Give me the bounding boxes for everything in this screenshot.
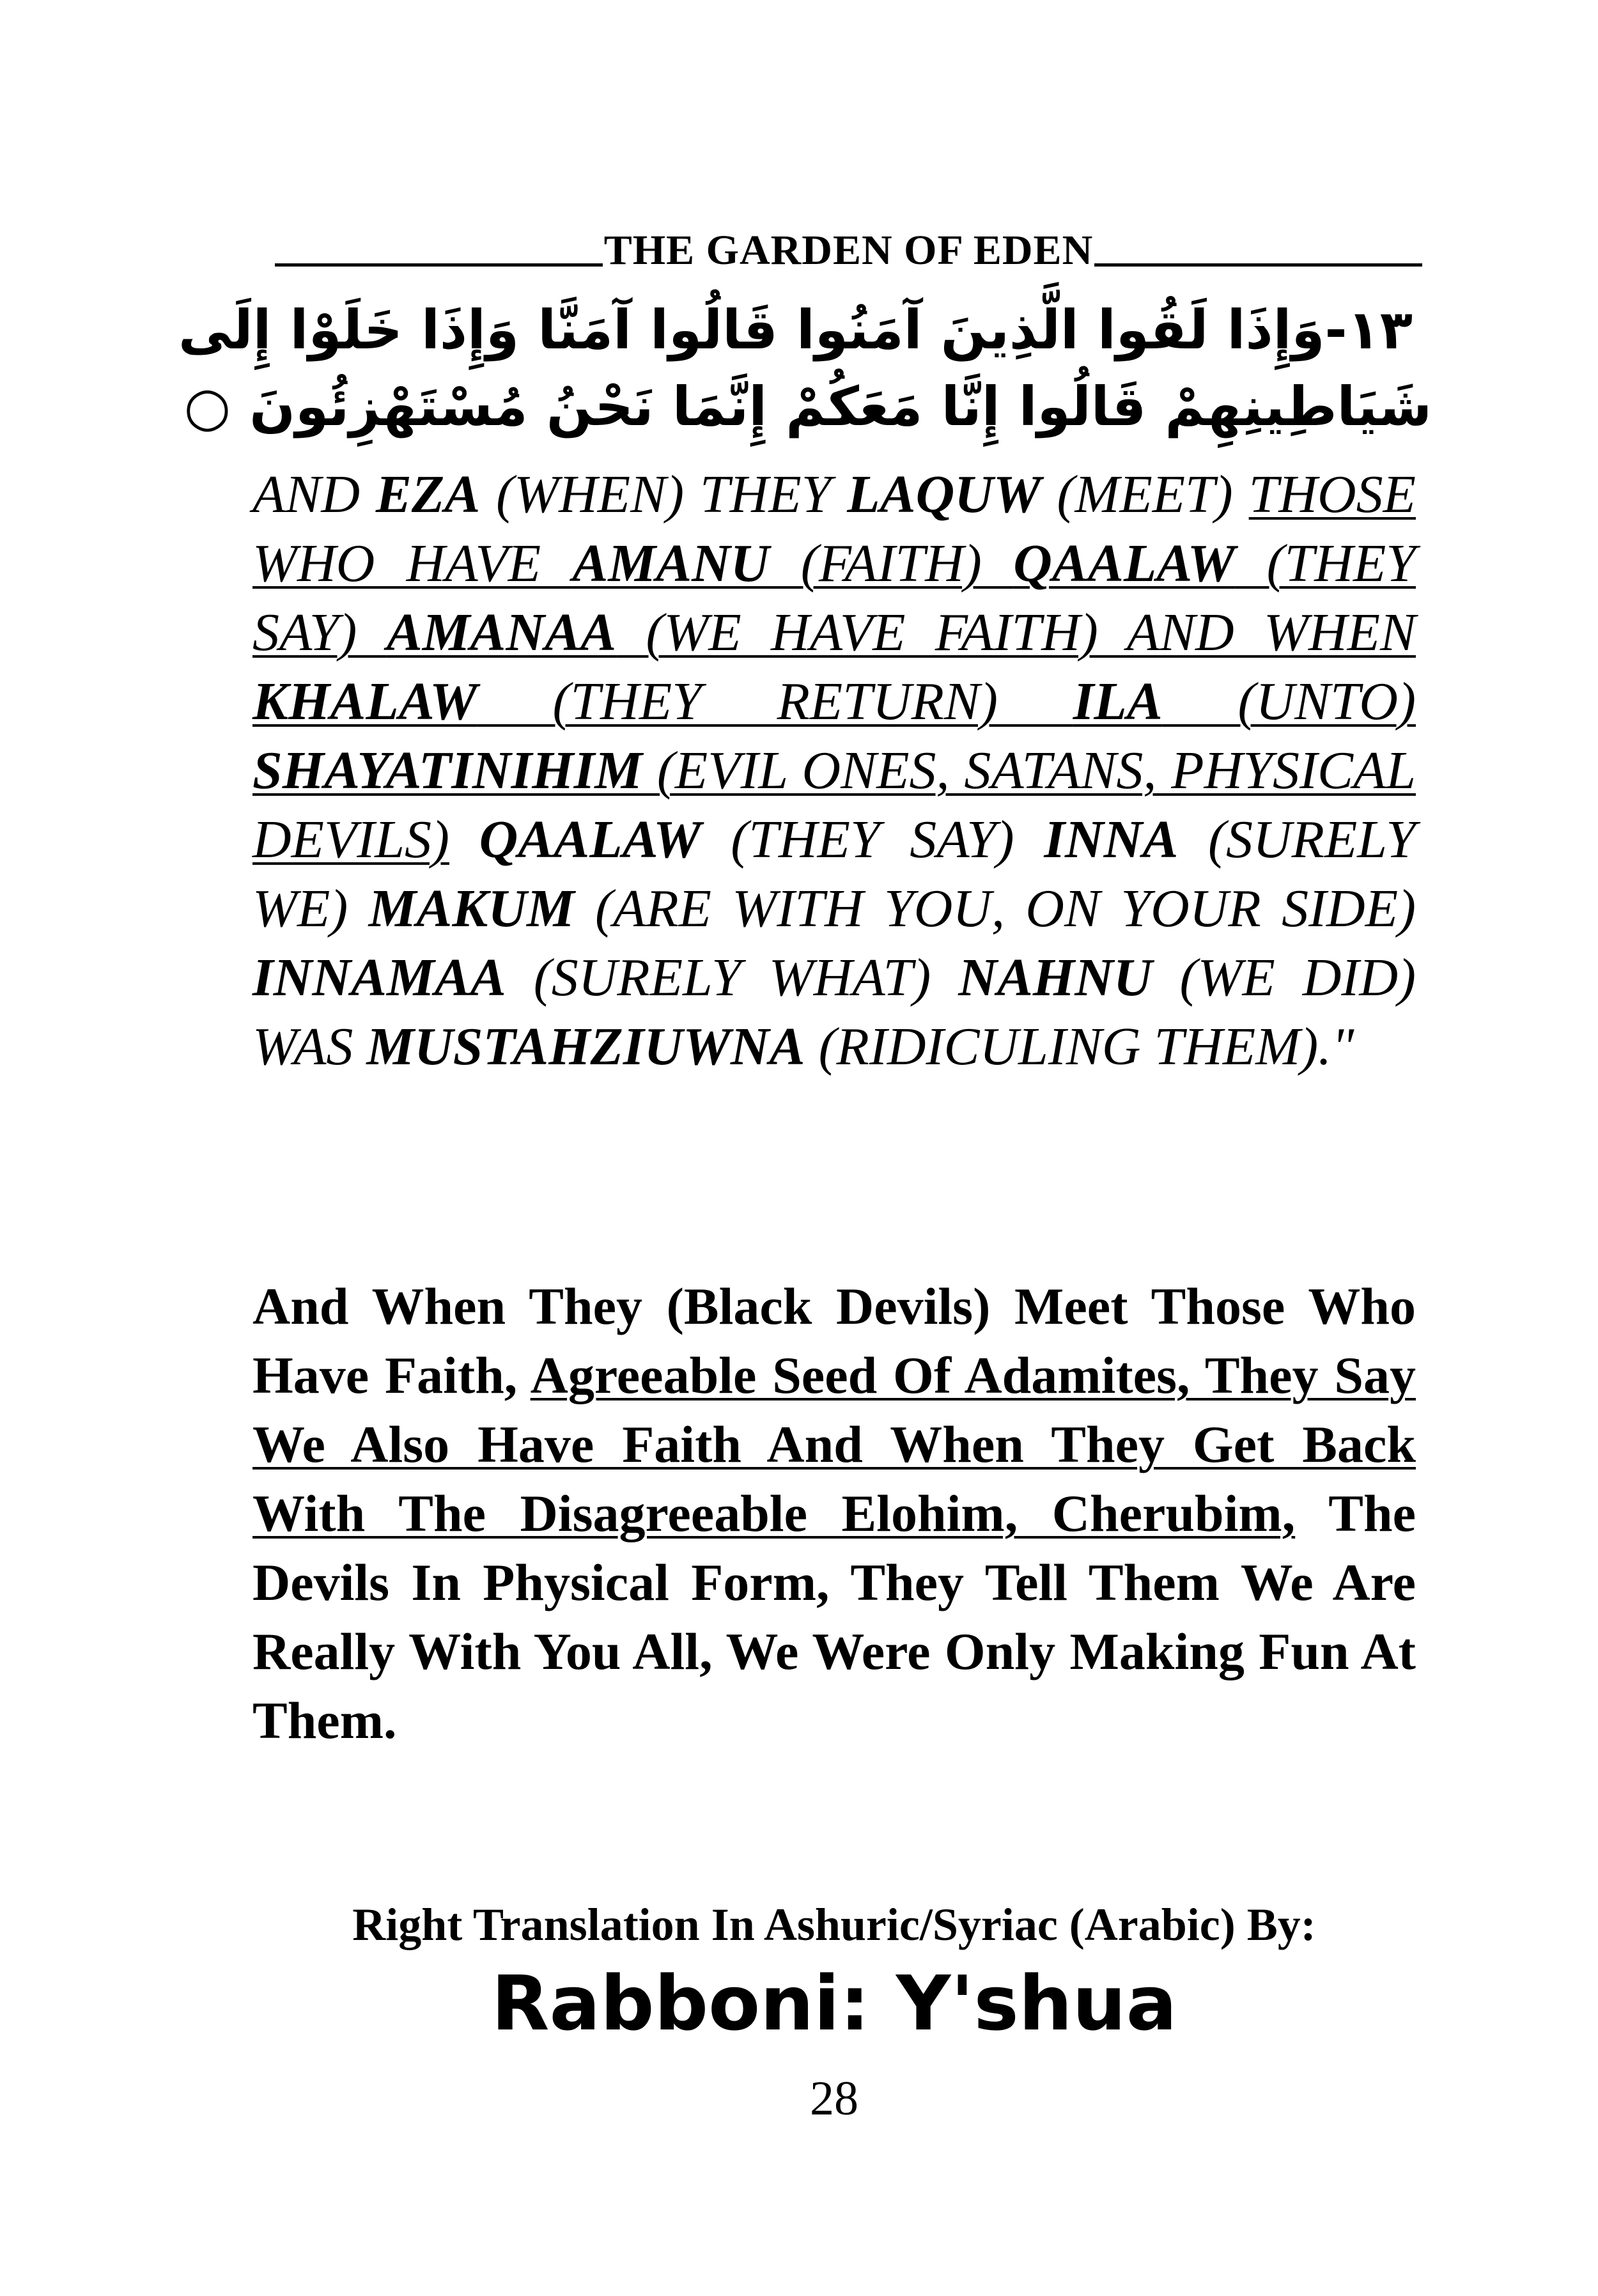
verse-segment: (ARE WITH YOU, ON YOUR SIDE) xyxy=(574,879,1416,938)
explanation-segment: The Devils In Physical Form, They Tell Them We Are Really With You All, We Were Only Making Fun At Them. xyxy=(252,1484,1416,1749)
transliterated-verse xyxy=(252,460,1416,1082)
verse-segment: (EVIL ONES, SATANS, PHYSICAL DEVILS) xyxy=(252,741,1416,869)
verse-segment: (THEY RETURN) xyxy=(477,672,1073,731)
verse-segment: (MEET) xyxy=(1041,465,1249,524)
explanation-segment: Agreeable Seed Of Adamites, They Say We Also Have Faith And When They Get Back With The Disagreeable Elohim, Cherubim, xyxy=(252,1346,1416,1542)
verse-segment: EZA xyxy=(375,465,481,524)
header-rule-right xyxy=(1094,263,1422,267)
verse-segment: ILA xyxy=(1073,672,1163,731)
arabic-verse-line-1: ١٣-وَإِذَا لَقُوا الَّذِينَ آمَنُوا قَالُوا آمَنَّا وَإِذَا خَلَوْا إِلَى xyxy=(178,299,1413,361)
running-header xyxy=(275,214,1422,272)
verse-segment: (SURELY WHAT) xyxy=(506,948,959,1007)
verse-segment: QAALAW xyxy=(1013,534,1236,593)
verse-segment: NAHNU xyxy=(958,948,1152,1007)
verse-segment: (SURELY WE) xyxy=(252,810,1416,938)
explanation-segment: And When They (Black Devils) Meet Those Who Have Faith, xyxy=(252,1277,1416,1404)
verse-segment: THOSE WHO HAVE xyxy=(252,465,1416,593)
page-number: 28 xyxy=(810,2072,858,2125)
verse-segment: (UNTO) xyxy=(1162,672,1416,731)
verse-segment: AMANAA xyxy=(386,603,617,662)
verse-segment: KHALAW xyxy=(252,672,477,731)
verse-segment: QAALAW xyxy=(479,810,701,869)
verse-segment xyxy=(449,810,479,869)
author-name: Rabboni: Y'shua xyxy=(491,1959,1177,2047)
verse-segment: INNA xyxy=(1044,810,1179,869)
explanation-paragraph xyxy=(252,1272,1416,1755)
verse-segment: (WE DID) WAS xyxy=(252,948,1416,1076)
verse-segment: (RIDICULING THEM)." xyxy=(805,1017,1354,1076)
translation-credit: Right Translation In Ashuric/Syriac (Arabic) By: xyxy=(352,1899,1316,1950)
verse-segment: (WE HAVE FAITH) AND WHEN xyxy=(616,603,1416,662)
arabic-verse-line-2: شَيَاطِينِهِمْ قَالُوا إِنَّا مَعَكُمْ إِنَّمَا نَحْنُ مُسْتَهْزِئُونَ ○ xyxy=(183,375,1432,438)
verse-segment: INNAMAA xyxy=(252,948,506,1007)
header-rule-left xyxy=(275,263,603,267)
verse-segment: AMANU xyxy=(572,534,770,593)
verse-segment: MAKUM xyxy=(368,879,575,938)
verse-segment: AND xyxy=(252,465,376,524)
header-title: THE GARDEN OF EDEN xyxy=(603,227,1094,274)
verse-segment: (THEY SAY) xyxy=(701,810,1044,869)
verse-segment: MUSTAHZIUWNA xyxy=(366,1017,805,1076)
verse-segment: (THEY SAY) xyxy=(252,534,1416,662)
verse-segment: (WHEN) THEY xyxy=(480,465,848,524)
verse-segment: (FAITH) xyxy=(769,534,1014,593)
verse-segment: LAQUW xyxy=(847,465,1041,524)
verse-segment: SHAYATINIHIM xyxy=(252,741,642,800)
